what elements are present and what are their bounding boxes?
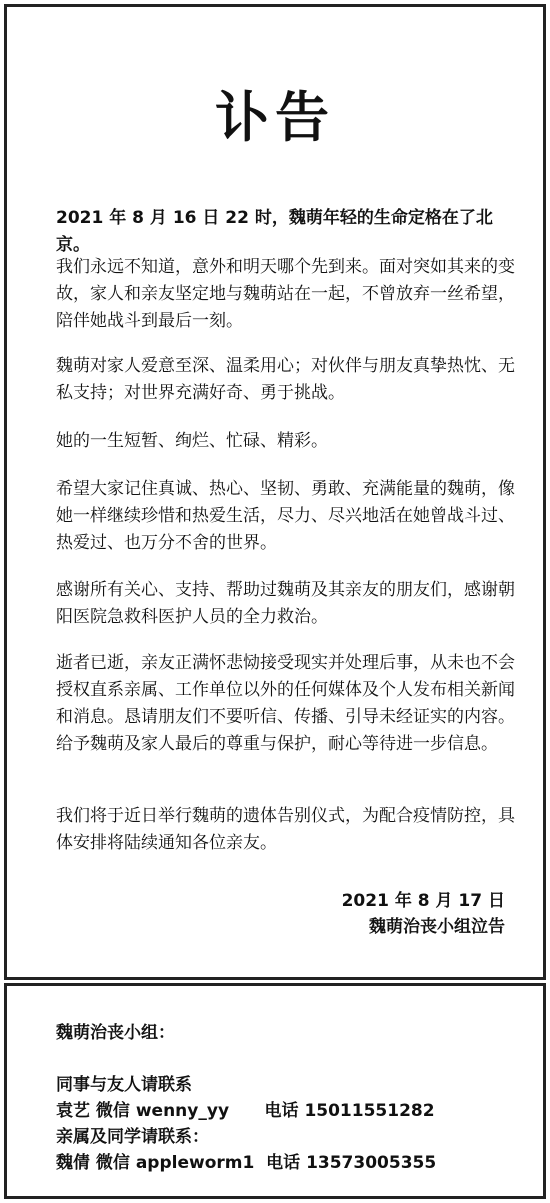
notice-paragraph-1: 2021 年 8 月 16 日 22 时，魏萌年轻的生命定格在了北京。 <box>56 208 493 255</box>
notice-paragraph-7: 逝者已逝，亲友正满怀悲恸接受现实并处理后事，从未也不会授权直系亲属、工作单位以外的任何媒体及个人发布相关新闻和消息。恳请朋友们不要听信、传播、引导未经证实的内容。给予魏萌及家人最后的尊重与保护，耐心等待进一步信息。 <box>56 653 515 754</box>
notice-paragraph-8: 我们将于近日举行魏萌的遗体告别仪式，为配合疫情防控，具体安排将陆续通知各位亲友。 <box>56 806 515 853</box>
contact-group-title: 魏萌治丧小组： <box>56 1023 175 1043</box>
notice-paragraph-2: 我们永远不知道，意外和明天哪个先到来。面对突如其来的变故，家人和亲友坚定地与魏萌站在一起，不曾放弃一丝希望，陪伴她战斗到最后一刻。 <box>56 257 515 331</box>
notice-date: 2021 年 8 月 17 日 <box>341 891 505 911</box>
family-contact-line: 魏倩 微信 appleworm1 电话 13573005355 <box>56 1153 437 1173</box>
notice-signature: 魏萌治丧小组泣告 <box>369 917 505 937</box>
notice-title: 讣告 <box>215 86 335 149</box>
colleagues-contact-label: 同事与友人请联系 <box>56 1075 192 1095</box>
contact-info-panel <box>4 983 546 1199</box>
obituary-notice-panel <box>4 4 546 980</box>
family-contact-label: 亲属及同学请联系： <box>56 1127 209 1147</box>
notice-paragraph-5: 希望大家记住真诚、热心、坚韧、勇敢、充满能量的魏萌，像她一样继续珍惜和热爱生活，尽力、尽兴地活在她曾战斗过、热爱过、也万分不舍的世界。 <box>56 479 515 553</box>
notice-paragraph-4: 她的一生短暂、绚烂、忙碌、精彩。 <box>56 431 328 451</box>
notice-paragraph-3: 魏萌对家人爱意至深、温柔用心；对伙伴与朋友真挚热忱、无私支持；对世界充满好奇、勇于挑战。 <box>56 356 515 403</box>
colleague-contact-line: 袁艺 微信 wenny_yy 电话 15011551282 <box>56 1101 435 1121</box>
notice-paragraph-6: 感谢所有关心、支持、帮助过魏萌及其亲友的朋友们，感谢朝阳医院急救科医护人员的全力救治。 <box>56 580 515 627</box>
